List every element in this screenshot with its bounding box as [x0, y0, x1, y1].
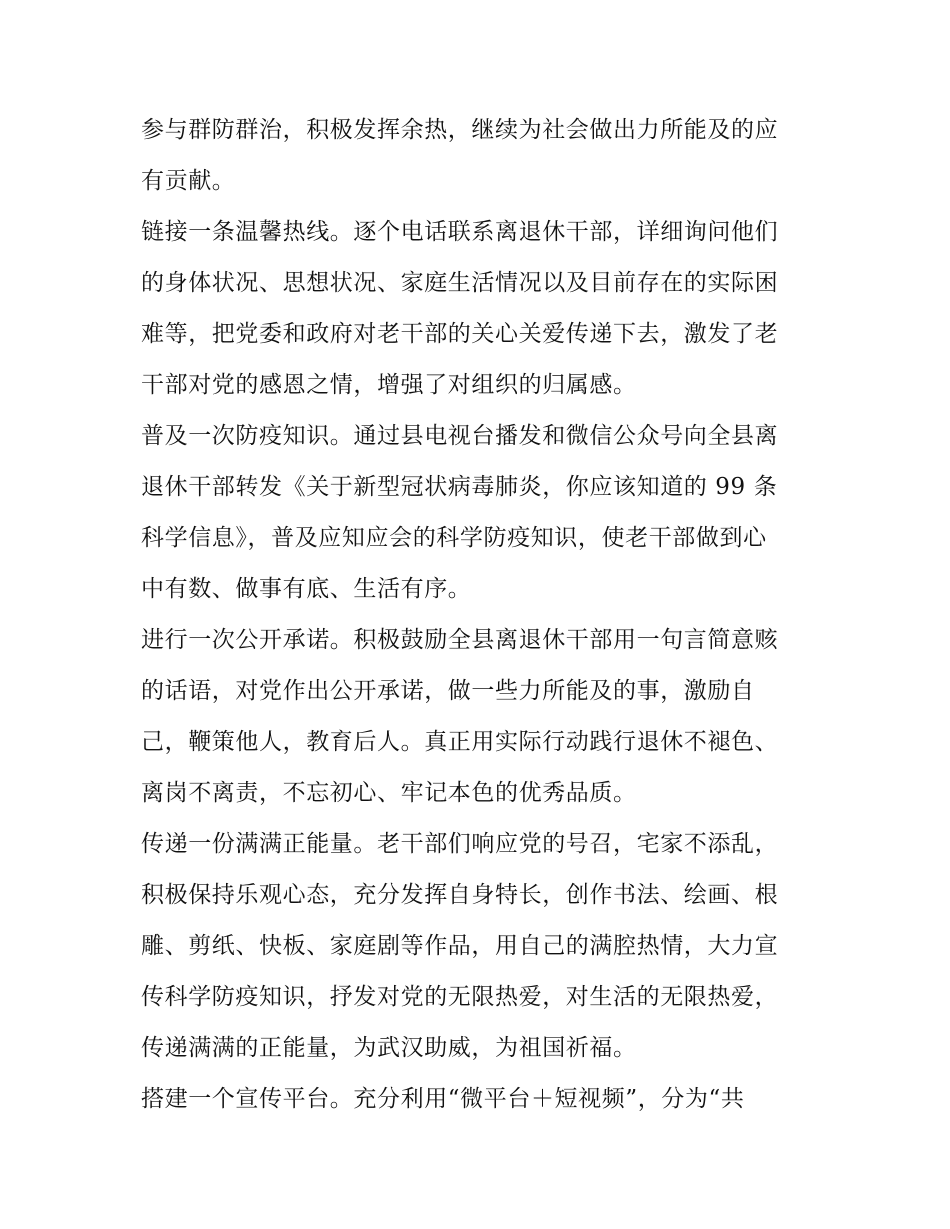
text-line: 退休干部转发《关于新型冠状病毒肺炎，你应该知道的 99 条 — [141, 474, 778, 500]
text-line: 传科学防疫知识，抒发对党的无限热爱，对生活的无限热爱， — [141, 984, 779, 1010]
text-line: 的身体状况、思想状况、家庭生活情况以及目前存在的实际困 — [141, 270, 779, 296]
text-line: 进行一次公开承诺。积极鼓励全县离退休干部用一句言简意赅 — [141, 627, 779, 653]
text-line: 传递满满的正能量，为武汉助威，为祖国祈福。 — [141, 1035, 637, 1061]
text-line: 己，鞭策他人，教育后人。真正用实际行动践行退休不褪色、 — [141, 729, 779, 755]
text-line: 积极保持乐观心态，充分发挥自身特长，创作书法、绘画、根 — [141, 882, 779, 908]
text-line: 中有数、做事有底、生活有序。 — [141, 576, 472, 602]
text-line: 的话语，对党作出公开承诺，做一些力所能及的事，激励自 — [141, 678, 755, 704]
text-line: 普及一次防疫知识。通过县电视台播发和微信公众号向全县离 — [141, 423, 779, 449]
text-line: 参与群防群治，积极发挥余热，继续为社会做出力所能及的应 — [141, 117, 779, 143]
text-line: 搭建一个宣传平台。充分利用“微平台＋短视频”，分为“共 — [141, 1086, 745, 1112]
text-line: 传递一份满满正能量。老干部们响应党的号召，宅家不添乱， — [141, 831, 779, 857]
text-line: 雕、剪纸、快板、家庭剧等作品，用自己的满腔热情，大力宣 — [141, 933, 779, 959]
text-line: 科学信息》，普及应知应会的科学防疫知识，使老干部做到心 — [141, 525, 767, 551]
text-line: 难等，把党委和政府对老干部的关心关爱传递下去，激发了老 — [141, 321, 779, 347]
text-line: 有贡献。 — [141, 168, 236, 194]
text-line: 链接一条温馨热线。逐个电话联系离退休干部，详细询问他们 — [141, 219, 779, 245]
text-line: 离岗不离责，不忘初心、牢记本色的优秀品质。 — [141, 780, 637, 806]
text-line: 干部对党的感恩之情，增强了对组织的归属感。 — [141, 372, 637, 398]
